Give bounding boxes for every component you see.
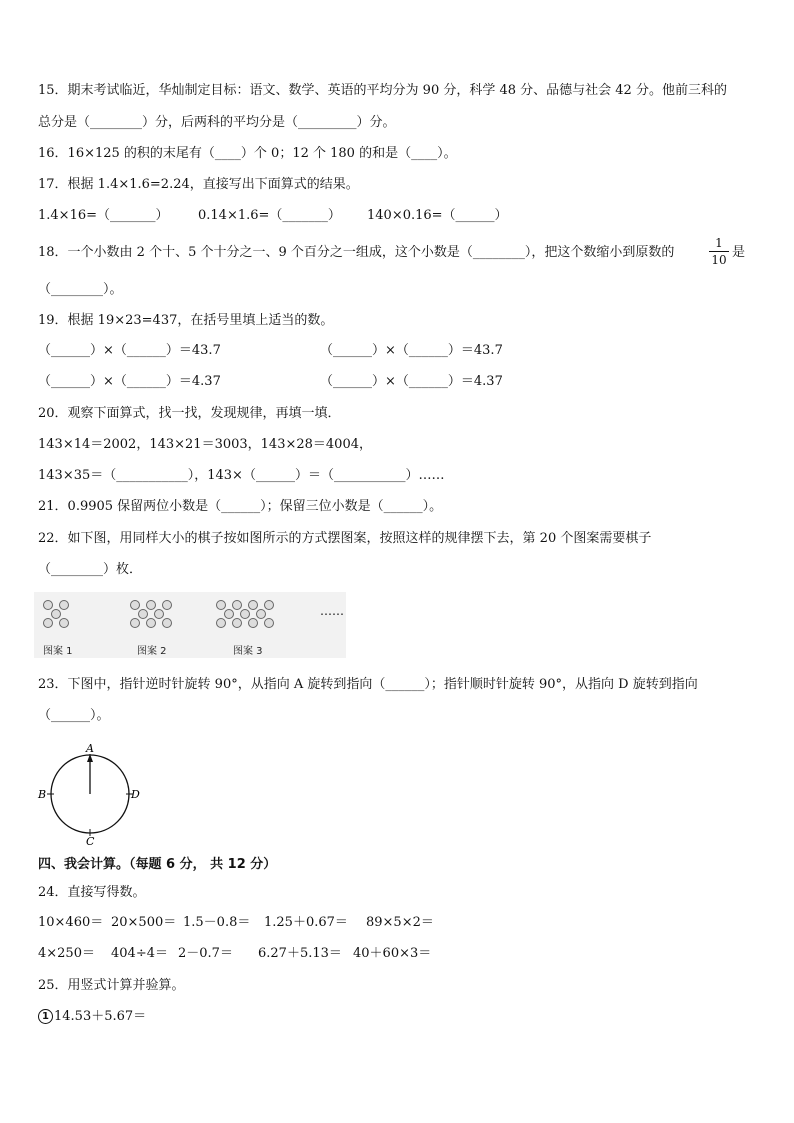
chess-piece (224, 609, 234, 619)
chess-piece (130, 618, 140, 628)
q17-item-3: 140×0.16=（______） (367, 208, 508, 223)
pattern-caption-1: 图案 1 (43, 646, 73, 657)
q17-stem: 17．根据 1.4×1.6=2.24，直接写出下面算式的结果。 (38, 177, 359, 192)
q24-r1-1: 10×460＝ (38, 915, 104, 930)
q18-tail: 是 (732, 245, 746, 260)
chess-piece (130, 600, 140, 610)
q18-fraction (709, 236, 729, 267)
dial-label-c: C (86, 835, 95, 848)
chess-piece (264, 600, 274, 610)
q20-line1: 143×14＝2002，143×21＝3003，143×28＝4004， (38, 437, 372, 452)
q16: 16．16×125 的积的末尾有（____）个 0；12 个 180 的和是（____）。 (38, 146, 457, 161)
chess-piece (232, 600, 242, 610)
chess-piece (256, 609, 266, 619)
q18-line2: （________）。 (38, 282, 123, 297)
q19-r1c1: （______）×（______）＝43.7 (38, 343, 221, 358)
q20-line2: 143×35＝（___________），143×（______）＝（___________）…… (38, 468, 445, 483)
chess-piece (162, 600, 172, 610)
section-heading: 四、我会计算。（每题 6 分， 共 12 分） (38, 857, 277, 872)
q24-r2-3: 2－0.7＝ (178, 946, 233, 961)
q24-r1-4: 1.25＋0.67＝ (264, 915, 348, 930)
q18-line1: 18．一个小数由 2 个十、5 个十分之一、9 个百分之一组成，这个小数是（________），把这个数缩小到原数的 (38, 245, 675, 260)
pattern-caption-2: 图案 2 (137, 646, 167, 657)
chess-piece (154, 609, 164, 619)
clock-dial-figure (34, 740, 144, 848)
fraction-bar (709, 251, 729, 252)
q22-line1: 22．如下图，用同样大小的棋子按如图所示的方式摆图案，按照这样的规律摆下去，第 20 个图案需要棋子 (38, 531, 652, 546)
q24-r1-5: 89×5×2＝ (366, 915, 434, 930)
q24-r2-5: 40＋60×3＝ (353, 946, 432, 961)
pattern-ellipsis: …… (320, 604, 344, 618)
pattern-caption-3: 图案 3 (233, 646, 263, 657)
q25-item-expr: 14.53＋5.67＝ (54, 1009, 147, 1024)
q24-r2-1: 4×250＝ (38, 946, 95, 961)
chess-piece (138, 609, 148, 619)
q24-r1-2: 20×500＝ (111, 915, 177, 930)
q17-item-1: 1.4×16=（_______） (38, 208, 169, 223)
q21: 21．0.9905 保留两位小数是（______）；保留三位小数是（______）。 (38, 499, 443, 514)
chess-piece (232, 618, 242, 628)
q22-line2: （________）枚． (38, 562, 143, 577)
q25-item (38, 1008, 146, 1026)
chess-piece (59, 600, 69, 610)
chess-piece (248, 600, 258, 610)
q15-line2: 总分是（________）分，后两科的平均分是（_________）分。 (38, 115, 396, 130)
fraction-numerator: 1 (715, 236, 723, 250)
q24-r2-2: 404÷4＝ (111, 946, 168, 961)
dial-label-b: B (38, 788, 47, 801)
q23-line1: 23．下图中，指针逆时针旋转 90°，从指向 A 旋转到指向（______）；指针顺时针旋转 90°，从指向 D 旋转到指向 (38, 677, 698, 692)
q25-stem: 25．用竖式计算并验算。 (38, 978, 185, 993)
q19-stem: 19．根据 19×23=437，在括号里填上适当的数。 (38, 313, 334, 328)
dial-label-d: D (131, 788, 140, 801)
chess-piece (216, 618, 226, 628)
chess-piece (43, 600, 53, 610)
chess-piece (59, 618, 69, 628)
chess-piece (248, 618, 258, 628)
chess-piece (216, 600, 226, 610)
chess-piece (264, 618, 274, 628)
q20-stem: 20．观察下面算式，找一找，发现规律，再填一填． (38, 406, 341, 421)
q24-r2-4: 6.27＋5.13＝ (258, 946, 342, 961)
fraction-denominator: 10 (711, 253, 727, 267)
chess-piece (146, 600, 156, 610)
q24-r1-3: 1.5－0.8＝ (183, 915, 251, 930)
chess-piece (43, 618, 53, 628)
chess-pattern-figure (34, 592, 346, 658)
q17-item-2: 0.14×1.6=（_______） (198, 208, 341, 223)
q19-r2c2: （______）×（______）＝4.37 (320, 374, 503, 389)
q24-stem: 24．直接写得数。 (38, 885, 146, 900)
q19-r1c2: （______）×（______）＝43.7 (320, 343, 503, 358)
chess-piece (51, 609, 61, 619)
chess-piece (240, 609, 250, 619)
q19-r2c1: （______）×（______）＝4.37 (38, 374, 221, 389)
dial-label-a: A (86, 742, 94, 755)
q23-line2: （______）。 (38, 708, 110, 723)
chess-piece (162, 618, 172, 628)
q15-line1: 15．期末考试临近，华灿制定目标：语文、数学、英语的平均分为 90 分，科学 48 分、品德与社会 42 分。他前三科的 (38, 83, 727, 98)
circled-number-icon: 1 (38, 1009, 53, 1024)
chess-piece (146, 618, 156, 628)
